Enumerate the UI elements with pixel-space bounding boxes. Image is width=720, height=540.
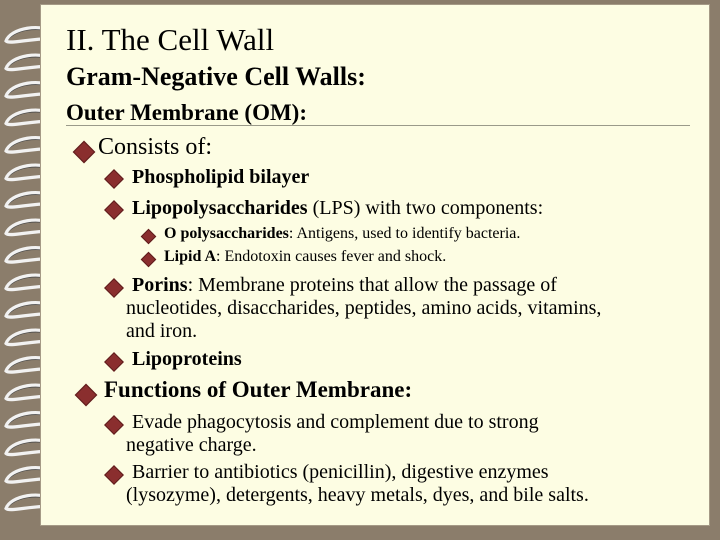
barrier-line-2: (lysozyme), detergents, heavy metals, dyes, and bile salts. xyxy=(126,484,589,506)
phospholipid-text: Phospholipid bilayer xyxy=(132,166,310,188)
lps-line xyxy=(132,197,543,220)
lps-rest: (LPS) with two components: xyxy=(307,197,544,219)
o-polysaccharides-line xyxy=(164,225,520,243)
heading-rule xyxy=(66,125,690,126)
consists-of-text: Consists of: xyxy=(98,134,213,160)
barrier-line-1: Barrier to antibiotics (penicillin), digestive enzymes xyxy=(132,461,549,483)
functions-heading: Functions of Outer Membrane: xyxy=(104,377,413,402)
evade-line-2: negative charge. xyxy=(126,434,257,456)
porins-bold: Porins xyxy=(132,274,188,296)
lipid-a-rest: : Endotoxin causes fever and shock. xyxy=(216,248,447,265)
porins-line-1 xyxy=(132,274,557,297)
o-polysaccharides-bold: O polysaccharides xyxy=(164,225,289,242)
slide-subtitle: Gram-Negative Cell Walls: xyxy=(66,62,366,91)
section-heading: Outer Membrane (OM): xyxy=(66,100,307,125)
evade-line-1: Evade phagocytosis and complement due to strong xyxy=(132,411,539,433)
porins-line-3: and iron. xyxy=(126,320,198,342)
lipoproteins-text: Lipoproteins xyxy=(132,348,242,370)
porins-line-2: nucleotides, disaccharides, peptides, amino acids, vitamins, xyxy=(126,297,602,319)
lps-bold: Lipopolysaccharides xyxy=(132,197,308,219)
porins-rest: : Membrane proteins that allow the passage of xyxy=(187,274,557,296)
lipid-a-line xyxy=(164,248,446,266)
slide-title: II. The Cell Wall xyxy=(66,22,275,57)
o-polysaccharides-rest: : Antigens, used to identify bacteria. xyxy=(288,225,521,242)
lipid-a-bold: Lipid A xyxy=(164,248,217,265)
